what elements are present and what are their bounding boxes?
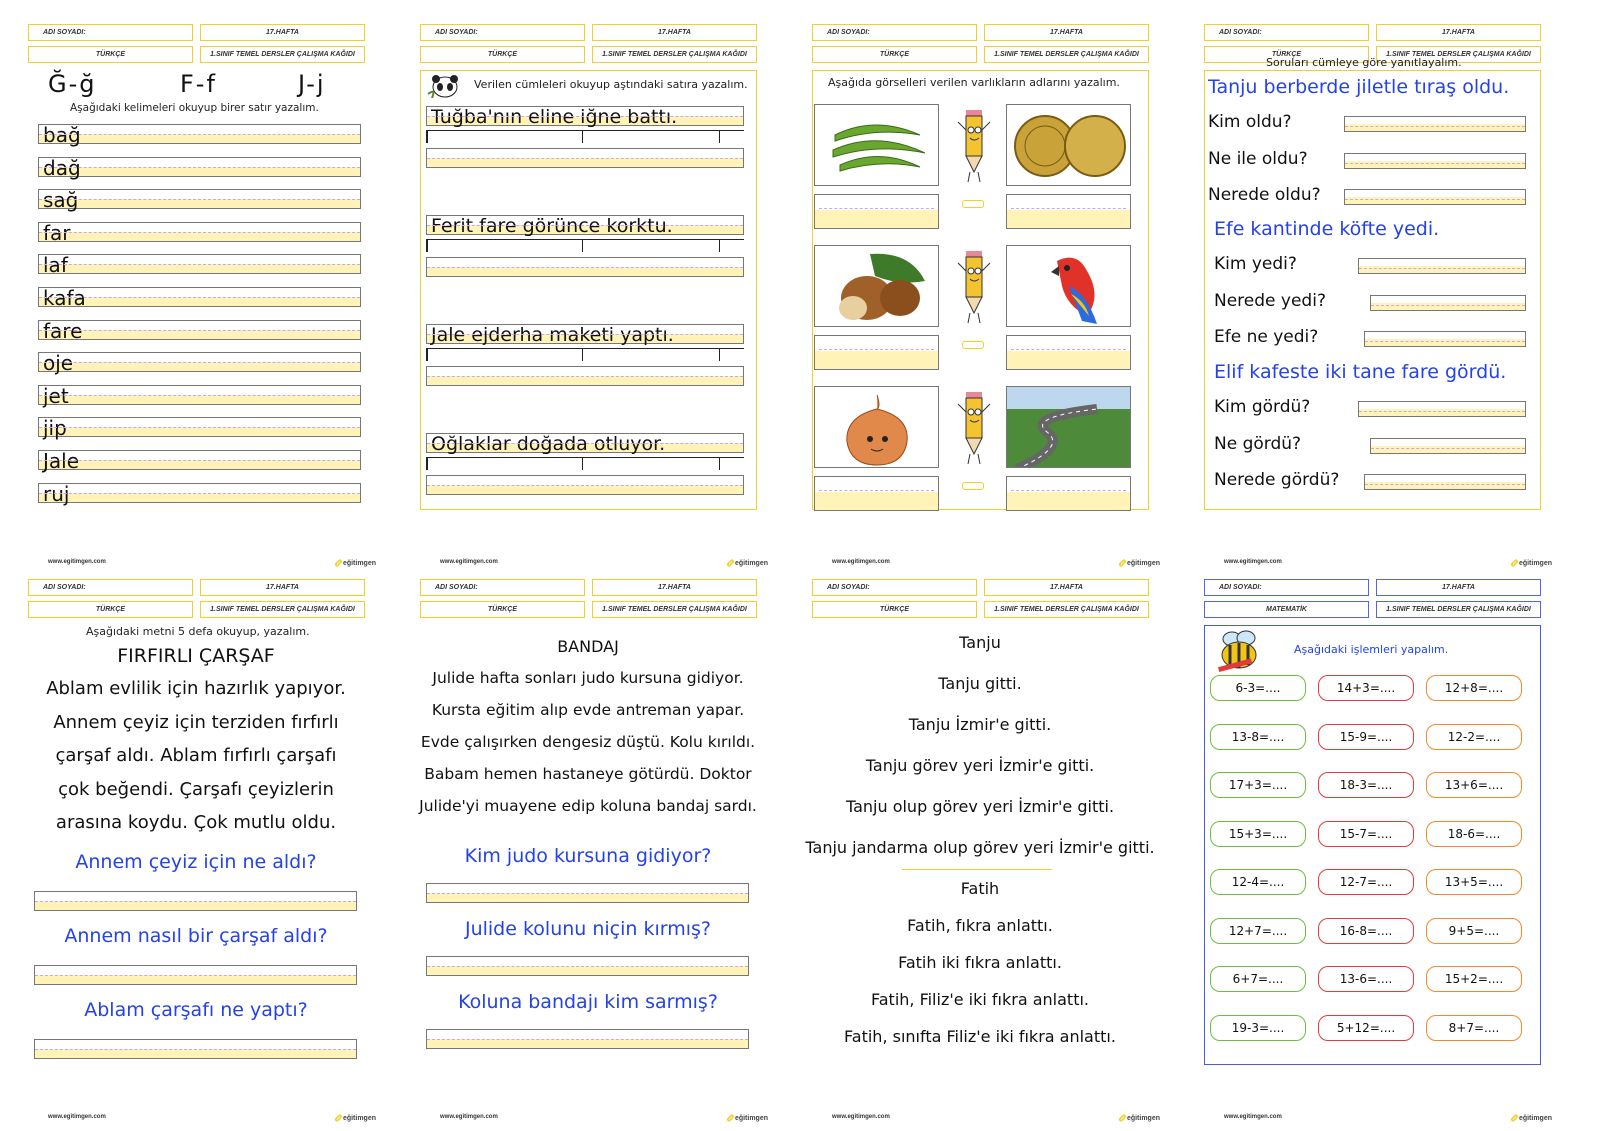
sentence-line: Tanju olup görev yeri İzmir'e gitti. (845, 797, 1115, 816)
practice-word: ruj (43, 481, 70, 506)
logo-text: eğitimgen (734, 559, 768, 567)
parrot-image (1006, 245, 1131, 327)
tick-mark (719, 131, 721, 143)
subject-label: TÜRKÇE (812, 46, 977, 63)
practice-word: dağ (43, 155, 81, 180)
writing-line (426, 148, 744, 168)
sheet-p3 (804, 18, 1184, 573)
footer-url: www.egitimgen.com (48, 1114, 106, 1120)
writing-line (426, 366, 744, 386)
answer-line (1344, 189, 1526, 205)
logo-hex-icon (1510, 559, 1518, 567)
letter-pair: J-j (298, 70, 326, 98)
sentence-line: Tanju (959, 633, 1001, 652)
logo-text: eğitimgen (342, 559, 376, 567)
question-label: Efe ne yedi? (1214, 327, 1319, 347)
math-operation: 9+5=.... (1426, 918, 1522, 944)
subject-label: TÜRKÇE (420, 46, 585, 63)
question-label: Kim gördü? (1214, 397, 1311, 417)
math-operation: 13+6=.... (1426, 772, 1522, 798)
answer-box (1006, 335, 1131, 370)
answer-line (1344, 153, 1526, 169)
name-field: ADI SOYADI: (1204, 24, 1369, 41)
question-sentence: Efe kantinde köfte yedi. (1214, 218, 1440, 240)
writing-line (38, 155, 361, 180)
writing-line (38, 449, 361, 473)
sentence-line (426, 106, 744, 126)
writing-line (38, 318, 361, 343)
logo-text: eğitimgen (1126, 559, 1160, 567)
tick-mark (719, 240, 721, 252)
sentence-line: Tanju görev yeri İzmir'e gitti. (865, 756, 1095, 775)
divider-bar (426, 130, 744, 140)
question-label: Kim yedi? (1214, 254, 1297, 274)
week-label: 17.HAFTA (984, 24, 1149, 41)
writing-line (38, 220, 361, 245)
subject-label: TÜRKÇE (28, 601, 193, 618)
writing-line (426, 257, 744, 277)
writing-line (426, 475, 744, 495)
math-operation: 15-7=.... (1318, 821, 1414, 847)
egitimgen-logo (728, 1112, 768, 1124)
question: Kim judo kursuna gidiyor? (464, 845, 712, 867)
sheet-title: 1.SINIF TEMEL DERSLER ÇALIŞMA KAĞIDI (592, 46, 757, 63)
math-operation: 12-7=.... (1318, 869, 1414, 895)
egitimgen-logo (1120, 557, 1160, 569)
sheet-p2 (412, 18, 792, 573)
answer-box (1006, 194, 1131, 229)
coins-image (1006, 104, 1131, 186)
text-title: FIRFIRLI ÇARŞAF (117, 645, 275, 667)
tick-mark (582, 349, 584, 361)
math-operation: 17+3=.... (1210, 772, 1306, 798)
instruction: Aşağıda görselleri verilen varlıkların adlarını yazalım. (828, 76, 1120, 89)
practice-word: laf (43, 253, 68, 278)
answer-line (1364, 331, 1526, 347)
tick-mark (582, 240, 584, 252)
answer-line (34, 891, 357, 911)
small-logo-icon (962, 341, 984, 349)
footer-url: www.egitimgen.com (1224, 1114, 1282, 1120)
letter-pair: Ğ-ğ (48, 70, 97, 98)
writing-line (38, 481, 361, 506)
question-label: Ne ile oldu? (1208, 148, 1308, 169)
sentence-line: Tanju İzmir'e gitti. (908, 715, 1052, 734)
week-label: 17.HAFTA (200, 24, 365, 41)
math-operation: 15+2=.... (1426, 966, 1522, 992)
pencil-mascot-icon (954, 104, 994, 184)
name-field: ADI SOYADI: (28, 24, 193, 41)
name-field: ADI SOYADI: (420, 579, 585, 596)
logo-text: eğitimgen (1518, 1114, 1552, 1122)
week-label: 17.HAFTA (1376, 24, 1541, 41)
sentence-line (426, 324, 744, 344)
instruction: Aşağıdaki metni 5 defa okuyup, yazalım. (86, 625, 310, 638)
answer-line (1344, 116, 1526, 132)
sentence-text: Ferit fare görünce korktu. (431, 215, 673, 237)
story-line: Evde çalışırken dengesiz düştü. Kolu kırıldı. (420, 733, 756, 751)
sentence-line: Fatih, Filiz'e iki fıkra anlattı. (871, 990, 1089, 1009)
math-operation: 15-9=.... (1318, 724, 1414, 750)
question-label: Kim oldu? (1208, 112, 1292, 132)
question: Koluna bandajı kim sarmış? (458, 991, 718, 1013)
egitimgen-logo (1512, 557, 1552, 569)
footer-url: www.egitimgen.com (440, 1114, 498, 1120)
tick-mark (426, 131, 428, 143)
tick-mark (582, 458, 584, 470)
sentence-line (426, 433, 744, 453)
logo-hex-icon (1118, 559, 1126, 567)
logo-text: eğitimgen (1518, 559, 1552, 567)
small-logo-icon (962, 200, 984, 208)
math-operation: 19-3=.... (1210, 1015, 1306, 1041)
practice-word: jet (43, 383, 69, 408)
green-beans-image (814, 104, 939, 186)
sheet-title: 1.SINIF TEMEL DERSLER ÇALIŞMA KAĞIDI (200, 601, 365, 618)
tick-mark (426, 240, 428, 252)
sheet-title: 1.SINIF TEMEL DERSLER ÇALIŞMA KAĞIDI (1376, 46, 1541, 63)
story-line: Babam hemen hastaneye götürdü. Doktor (424, 765, 752, 783)
math-operation: 8+7=.... (1426, 1015, 1522, 1041)
pencil-mascot-icon (954, 386, 994, 466)
question-label: Nerede oldu? (1208, 185, 1321, 205)
question: Annem çeyiz için ne aldı? (75, 851, 317, 873)
question: Julide kolunu niçin kırmış? (464, 918, 712, 940)
subject-label: TÜRKÇE (28, 46, 193, 63)
math-operation: 5+12=.... (1318, 1015, 1414, 1041)
divider-bar (426, 348, 744, 358)
answer-line (1370, 438, 1526, 454)
footer-url: www.egitimgen.com (48, 559, 106, 565)
answer-line (426, 1029, 749, 1049)
story-line: çarşaf aldı. Ablam fırfırlı çarşafı (55, 745, 337, 766)
sentence-line (426, 215, 744, 235)
footer-url: www.egitimgen.com (832, 559, 890, 565)
sentence-line: Fatih, sınıfta Filiz'e iki fıkra anlattı. (844, 1027, 1116, 1046)
math-operation: 14+3=.... (1318, 675, 1414, 701)
logo-hex-icon (1118, 1114, 1126, 1122)
name-field: ADI SOYADI: (28, 579, 193, 596)
story-line: Ablam evlilik için hazırlık yapıyor. (46, 678, 346, 699)
small-logo-icon (962, 482, 984, 490)
footer-url: www.egitimgen.com (440, 559, 498, 565)
story-line: Julide'yi muayene edip koluna bandaj sardı. (419, 797, 757, 815)
divider-bar (426, 239, 744, 249)
name-field: ADI SOYADI: (812, 24, 977, 41)
answer-line (34, 1039, 357, 1059)
question-sentence: Elif kafeste iki tane fare gördü. (1214, 361, 1507, 383)
logo-text: eğitimgen (1126, 1114, 1160, 1122)
writing-line (38, 286, 361, 310)
sentence-line: Fatih iki fıkra anlattı. (898, 953, 1062, 972)
practice-word: jip (43, 416, 67, 441)
sheet-title: 1.SINIF TEMEL DERSLER ÇALIŞMA KAĞIDI (200, 46, 365, 63)
math-operation: 13-6=.... (1318, 966, 1414, 992)
bee-icon (1214, 629, 1264, 673)
week-label: 17.HAFTA (592, 24, 757, 41)
logo-text: eğitimgen (342, 1114, 376, 1122)
sheet-title: 1.SINIF TEMEL DERSLER ÇALIŞMA KAĞIDI (592, 601, 757, 618)
answer-line (1358, 401, 1526, 417)
logo-hex-icon (334, 1114, 342, 1122)
logo-hex-icon (1510, 1114, 1518, 1122)
egitimgen-logo (1512, 1112, 1552, 1124)
question-label: Nerede gördü? (1214, 470, 1340, 490)
math-operation: 12+8=.... (1426, 675, 1522, 701)
answer-box (814, 194, 939, 229)
answer-box (814, 335, 939, 370)
sheet-title: 1.SINIF TEMEL DERSLER ÇALIŞMA KAĞIDI (984, 46, 1149, 63)
week-label: 17.HAFTA (200, 579, 365, 596)
divider (902, 869, 1052, 870)
story-line: çok beğendi. Çarşafı çeyizlerin (58, 778, 334, 800)
sentence-text: Oğlaklar doğada otluyor. (431, 433, 666, 455)
letter-pair: F-f (180, 70, 217, 98)
instruction: Soruları cümleye göre yanıtlayalım. (1266, 56, 1462, 69)
answer-line (1364, 474, 1526, 490)
writing-line (38, 416, 361, 441)
onion-image (814, 386, 939, 468)
story-line: Julide hafta sonları judo kursuna gidiyor. (432, 669, 744, 687)
writing-line (38, 188, 361, 213)
story-line: Annem çeyiz için terziden fırfırlı (53, 711, 339, 733)
answer-line (1358, 258, 1526, 274)
question: Annem nasıl bir çarşaf aldı? (64, 925, 328, 947)
logo-hex-icon (726, 1114, 734, 1122)
instruction: Aşağıdaki işlemleri yapalım. (1294, 643, 1449, 656)
pencil-mascot-icon (954, 245, 994, 325)
egitimgen-logo (1120, 1112, 1160, 1124)
subject-label: MATEMATİK (1204, 601, 1369, 618)
story-line: arasına koydu. Çok mutlu oldu. (55, 812, 337, 833)
math-operation: 6+7=.... (1210, 966, 1306, 992)
sheet-title: 1.SINIF TEMEL DERSLER ÇALIŞMA KAĞIDI (1376, 601, 1541, 618)
sheet-p6 (412, 573, 792, 1128)
writing-line (38, 253, 361, 278)
subject-label: TÜRKÇE (420, 601, 585, 618)
sentence-line: Tanju jandarma olup görev yeri İzmir'e gitti. (805, 838, 1155, 857)
divider-bar (426, 457, 744, 467)
writing-line (38, 351, 361, 376)
sheet-p7 (804, 573, 1184, 1128)
math-operation: 18-3=.... (1318, 772, 1414, 798)
name-field: ADI SOYADI: (420, 24, 585, 41)
sheet-p5 (20, 573, 400, 1128)
week-label: 17.HAFTA (592, 579, 757, 596)
egitimgen-logo (336, 557, 376, 569)
week-label: 17.HAFTA (1376, 579, 1541, 596)
answer-line (426, 956, 749, 976)
writing-line (38, 383, 361, 408)
week-label: 17.HAFTA (984, 579, 1149, 596)
panda-icon (426, 74, 464, 98)
sheet-p1 (20, 18, 400, 573)
practice-word: Jale (43, 449, 80, 473)
tick-mark (426, 349, 428, 361)
question-label: Ne gördü? (1214, 433, 1302, 454)
tick-mark (719, 349, 721, 361)
instruction: Verilen cümleleri okuyup aştındaki satıra yazalım. (474, 78, 748, 91)
sentence-line: Fatih (960, 879, 1000, 898)
math-operation: 13-8=.... (1210, 724, 1306, 750)
sheet-p4 (1196, 18, 1576, 573)
text-title: BANDAJ (557, 637, 619, 656)
footer-url: www.egitimgen.com (1224, 559, 1282, 565)
tick-mark (582, 131, 584, 143)
tick-mark (719, 458, 721, 470)
answer-line (426, 883, 749, 903)
writing-line (38, 123, 361, 147)
practice-word: far (43, 220, 71, 245)
question-label: Nerede yedi? (1214, 290, 1326, 311)
egitimgen-logo (336, 1112, 376, 1124)
story-line: Kursta eğitim alıp evde antreman yapar. (431, 701, 745, 719)
tick-mark (426, 458, 428, 470)
sheet-title: 1.SINIF TEMEL DERSLER ÇALIŞMA KAĞIDI (984, 601, 1149, 618)
practice-word: kafa (43, 286, 86, 310)
answer-line (34, 965, 357, 985)
math-operation: 12+7=.... (1210, 918, 1306, 944)
instruction: Aşağıdaki kelimeleri okuyup birer satır yazalım. (70, 102, 319, 114)
math-operation: 12-2=.... (1426, 724, 1522, 750)
subject-label: TÜRKÇE (812, 601, 977, 618)
logo-hex-icon (334, 559, 342, 567)
sheet-p8 (1196, 573, 1576, 1128)
egitimgen-logo (728, 557, 768, 569)
logo-text: eğitimgen (734, 1114, 768, 1122)
answer-line (1370, 295, 1526, 311)
question-sentence: Tanju berberde jiletle tıraş oldu. (1208, 76, 1510, 98)
footer-url: www.egitimgen.com (832, 1114, 890, 1120)
hazelnuts-image (814, 245, 939, 327)
road-image (1006, 386, 1131, 468)
practice-word: oje (43, 351, 74, 376)
practice-word: sağ (43, 188, 79, 213)
practice-word: bağ (43, 123, 81, 147)
sentence-text: Jale ejderha maketi yaptı. (431, 324, 674, 346)
name-field: ADI SOYADI: (1204, 579, 1369, 596)
sentence-line: Fatih, fıkra anlattı. (907, 916, 1053, 935)
practice-word: fare (43, 318, 83, 343)
answer-box (1006, 476, 1131, 511)
math-operation: 12-4=.... (1210, 869, 1306, 895)
math-operation: 15+3=.... (1210, 821, 1306, 847)
answer-box (814, 476, 939, 511)
logo-hex-icon (726, 559, 734, 567)
math-operation: 13+5=.... (1426, 869, 1522, 895)
math-operation: 16-8=.... (1318, 918, 1414, 944)
question: Ablam çarşafı ne yaptı? (84, 999, 308, 1021)
math-operation: 6-3=.... (1210, 675, 1306, 701)
sentence-text: Tuğba'nın eline iğne battı. (431, 106, 678, 128)
sentence-line: Tanju gitti. (938, 674, 1022, 693)
name-field: ADI SOYADI: (812, 579, 977, 596)
math-operation: 18-6=.... (1426, 821, 1522, 847)
subject-label: TÜRKÇE (1204, 46, 1369, 63)
